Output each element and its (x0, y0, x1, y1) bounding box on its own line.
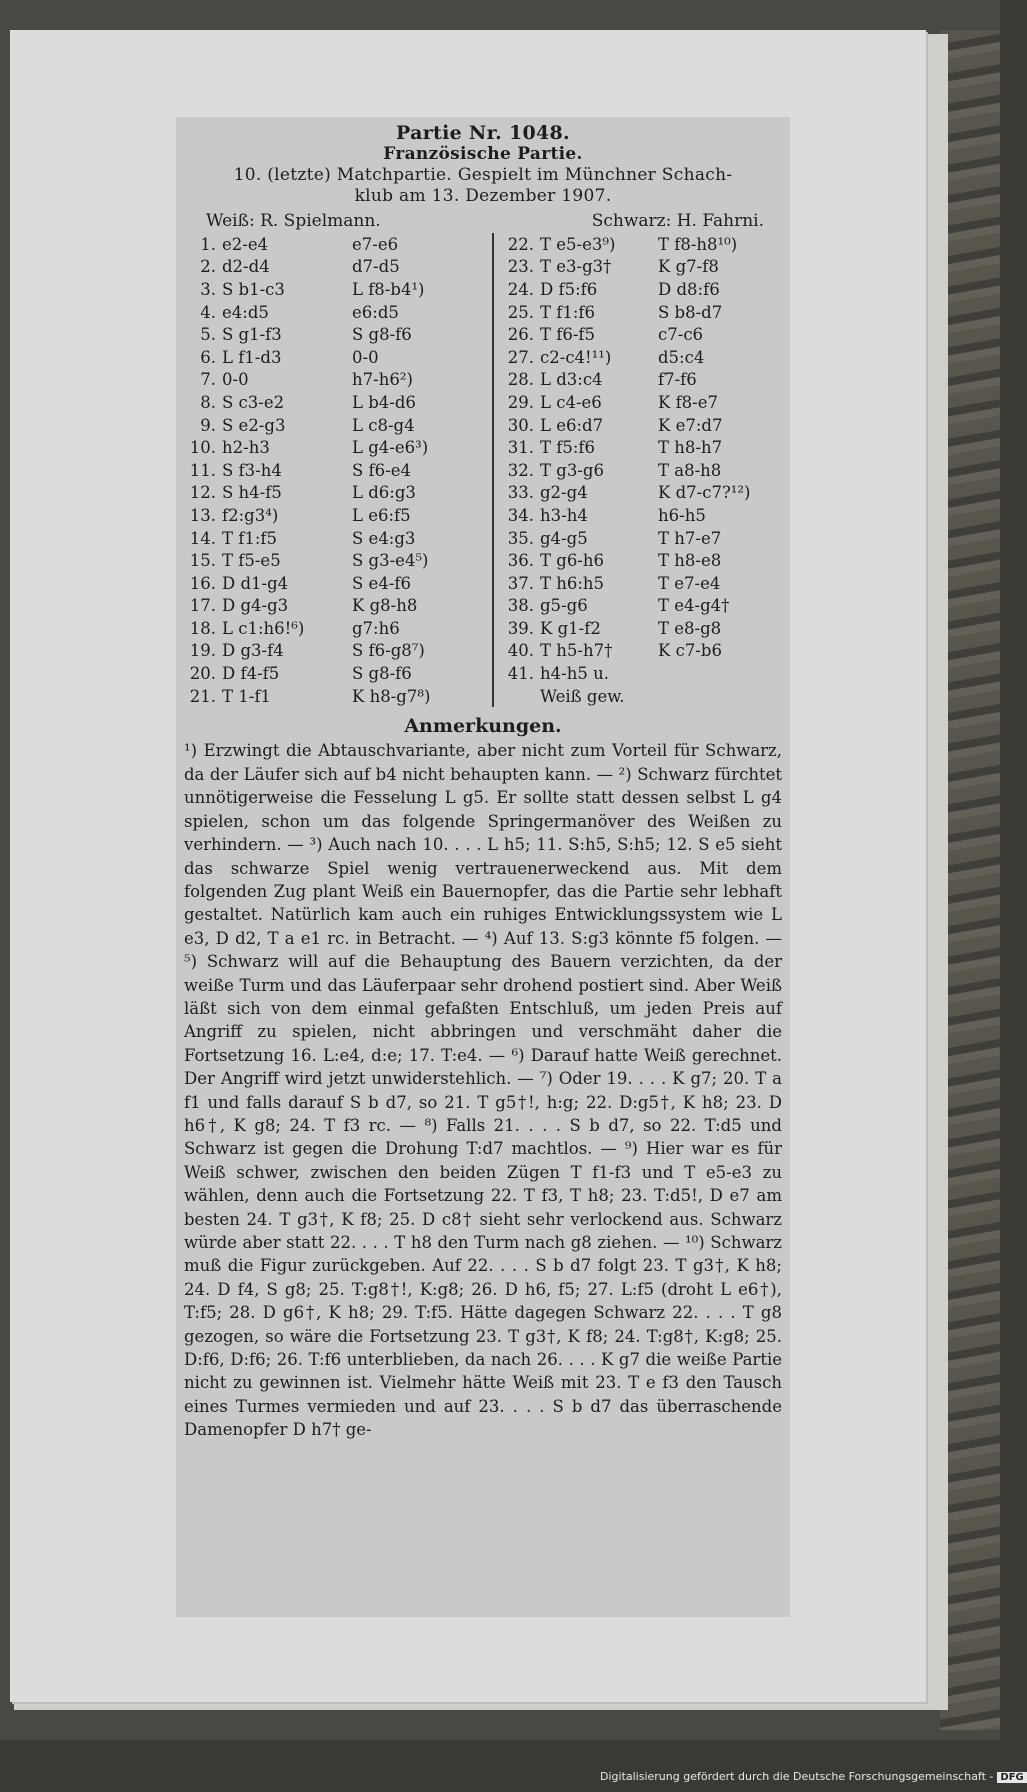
move-number: 3. (200, 279, 216, 299)
move-row (176, 662, 492, 685)
black-move: L e6:f5 (352, 505, 411, 525)
move-row (494, 369, 790, 392)
black-move: T h8-h7 (658, 438, 723, 458)
white-move: L d3:c4 (540, 370, 603, 390)
white-move: T e3-g3† (540, 257, 612, 277)
move-number: 37. (507, 573, 534, 593)
move-row (494, 256, 790, 279)
move-number: 10. (189, 438, 216, 458)
move-number: 25. (507, 302, 534, 322)
white-move: T h5-h7† (540, 641, 613, 661)
black-move: S f6-g8⁷) (352, 641, 425, 661)
white-move: T f5-e5 (222, 551, 281, 571)
move-row (494, 640, 790, 663)
players-row (176, 207, 790, 231)
move-row (494, 391, 790, 414)
move-number: 8. (200, 392, 216, 412)
move-row (494, 323, 790, 346)
white-move: T e5-e3⁹) (540, 234, 616, 254)
white-move: d2-d4 (222, 257, 270, 277)
move-number: 7. (200, 370, 216, 390)
white-move: c2-c4!¹¹) (540, 347, 612, 367)
move-row (176, 459, 492, 482)
move-number: 21. (189, 686, 216, 706)
move-number: 39. (507, 618, 534, 638)
move-number: 29. (507, 392, 534, 412)
moves-right-column (494, 233, 790, 707)
move-row (176, 369, 492, 392)
move-number: 32. (507, 460, 534, 480)
black-move: S b8-d7 (658, 302, 723, 322)
move-row (494, 527, 790, 550)
white-move: h4-h5 u. (540, 664, 609, 684)
white-move: L f1-d3 (222, 347, 282, 367)
black-move: K e7:d7 (658, 415, 723, 435)
white-move: 0-0 (222, 370, 249, 390)
newspaper-clipping (176, 117, 790, 1617)
white-move: S c3-e2 (222, 392, 285, 412)
black-move: K c7-b6 (658, 641, 722, 661)
move-row (494, 414, 790, 437)
black-move: S e4:g3 (352, 528, 416, 548)
move-number: 16. (189, 573, 216, 593)
move-row (494, 278, 790, 301)
white-move: Weiß gew. (540, 686, 625, 706)
move-row (176, 323, 492, 346)
white-move: f2:g3⁴) (222, 505, 279, 525)
notes-title: Anmerkungen. (404, 715, 562, 738)
move-number: 11. (189, 460, 216, 480)
black-move: T f8-h8¹⁰) (658, 234, 738, 254)
game-title: Partie Nr. 1048. (396, 122, 570, 144)
black-move: g7:h6 (352, 618, 400, 638)
move-number: 23. (507, 257, 534, 277)
move-row (176, 482, 492, 505)
white-move: T g6-h6 (540, 551, 605, 571)
move-number: 4. (200, 302, 216, 322)
white-move: D f5:f6 (540, 279, 598, 299)
black-move: h6-h5 (658, 505, 706, 525)
move-row (176, 414, 492, 437)
move-number: 19. (189, 641, 216, 661)
white-move: T f5:f6 (540, 438, 596, 458)
black-move: d7-d5 (352, 257, 400, 277)
move-number: 24. (507, 279, 534, 299)
white-move: T f6-f5 (540, 325, 596, 345)
black-move: e7-e6 (352, 234, 399, 254)
black-move: S g3-e4⁵) (352, 551, 429, 571)
white-player: Weiß: R. Spielmann. (206, 211, 381, 231)
black-move: e6:d5 (352, 302, 399, 322)
white-move: g4-g5 (540, 528, 588, 548)
black-move: K d7-c7?¹²) (658, 483, 751, 503)
move-row (176, 391, 492, 414)
black-move: T a8-h8 (658, 460, 722, 480)
white-move: h2-h3 (222, 438, 270, 458)
move-number: 20. (189, 664, 216, 684)
move-row (494, 617, 790, 640)
move-number: 41. (507, 664, 534, 684)
white-move: S h4-f5 (222, 483, 282, 503)
white-move: D g4-g3 (222, 596, 289, 616)
black-move: T h7-e7 (658, 528, 722, 548)
black-move: K g8-h8 (352, 596, 418, 616)
white-move: L e6:d7 (540, 415, 604, 435)
black-move: L c8-g4 (352, 415, 415, 435)
move-row (176, 233, 492, 256)
move-row (494, 482, 790, 505)
move-number: 14. (189, 528, 216, 548)
white-move: e2-e4 (222, 234, 269, 254)
move-number: 22. (507, 234, 534, 254)
move-row (494, 504, 790, 527)
white-move: L c4-e6 (540, 392, 602, 412)
move-number: 27. (507, 347, 534, 367)
black-move: L b4-d6 (352, 392, 416, 412)
cover-edge (940, 30, 1000, 1730)
move-number: 9. (200, 415, 216, 435)
black-move: h7-h6²) (352, 370, 413, 390)
black-move: d5:c4 (658, 347, 705, 367)
move-number: 26. (507, 325, 534, 345)
moves-left-column (176, 233, 494, 707)
move-row (494, 346, 790, 369)
black-move: K g7-f8 (658, 257, 719, 277)
move-row (176, 640, 492, 663)
move-row (494, 549, 790, 572)
move-row (494, 595, 790, 618)
move-number: 31. (507, 438, 534, 458)
move-number: 40. (507, 641, 534, 661)
game-header (176, 123, 790, 207)
move-row (176, 617, 492, 640)
black-move: T e8-g8 (658, 618, 722, 638)
move-row (494, 233, 790, 256)
move-row (176, 504, 492, 527)
move-number: 13. (189, 505, 216, 525)
move-row (176, 256, 492, 279)
move-number: 38. (507, 596, 534, 616)
white-move: T g3-g6 (540, 460, 604, 480)
black-move: S f6-e4 (352, 460, 411, 480)
move-table (176, 233, 790, 707)
move-row (176, 549, 492, 572)
move-row (494, 459, 790, 482)
dfg-logo: DFG (997, 1772, 1026, 1783)
move-number: 35. (507, 528, 534, 548)
white-move: T f1:f6 (540, 302, 596, 322)
move-number: 15. (189, 551, 216, 571)
black-move: D d8:f6 (658, 279, 720, 299)
black-player: Schwarz: H. Fahrni. (591, 211, 764, 231)
white-move: h3-h4 (540, 505, 588, 525)
white-move: T f1:f5 (222, 528, 278, 548)
black-move: S e4-f6 (352, 573, 411, 593)
white-move: S g1-f3 (222, 325, 282, 345)
move-number: 34. (507, 505, 534, 525)
digitization-footer (600, 1770, 1024, 1783)
black-move: S g8-f6 (352, 664, 412, 684)
black-move: c7-c6 (658, 325, 704, 345)
black-move: L f8-b4¹) (352, 279, 425, 299)
black-move: L g4-e6³) (352, 438, 429, 458)
move-row (494, 662, 790, 685)
move-row (176, 595, 492, 618)
move-number: 1. (200, 234, 216, 254)
black-move: f7-f6 (658, 370, 697, 390)
black-move: S g8-f6 (352, 325, 412, 345)
move-number: 2. (200, 257, 216, 277)
move-row (494, 436, 790, 459)
white-move: S b1-c3 (222, 279, 285, 299)
move-row (176, 278, 492, 301)
game-info-line-1: 10. (letzte) Matchpartie. Gespielt im Münchner Schach- (233, 165, 733, 185)
move-row (176, 301, 492, 324)
footer-text: Digitalisierung gefördert durch die Deutsche Forschungsgemeinschaft - (600, 1770, 994, 1783)
move-row (494, 685, 790, 708)
white-move: g5-g6 (540, 596, 588, 616)
white-move: T 1-f1 (222, 686, 271, 706)
white-move: S e2-g3 (222, 415, 286, 435)
move-number: 33. (507, 483, 534, 503)
black-move: K f8-e7 (658, 392, 719, 412)
white-move: D d1-g4 (222, 573, 289, 593)
notes-text: ¹) Erzwingt die Abtauschvariante, aber nicht zum Vorteil für Schwarz, da der Läufer sich auf b4 nicht behaupten kann. — ²) Schwarz fürchtet unnötigerweise die Fesselung L g5. Er sollte statt dessen selbst L g4 spielen, schon um das folgende Springermanöver des Weißen zu verhindern. — ³) Auch nach 10. . . . L h5; 11. S:h5, S:h5; 12. S e5 sieht das schwarze Spiel wenig vertrauenerweckend aus. Mit dem folgenden Zug plant Weiß ein Bauernopfer, das die Partie sehr lebhaft gestaltet. Natürlich kam auch ein ruhiges Entwicklungssystem wie L e3, D d2, T a e1 rc. in Betracht. — ⁴) Auf 13. S:g3 könnte f5 folgen. — ⁵) Schwarz will auf die Behauptung des Bauern verzichten, da der weiße Turm und das Läuferpaar sehr drohend postiert sind. Aber Weiß läßt sich von dem einmal gefaßten Entschluß, um jeden Preis auf Angriff zu spielen, nicht abbringen und verschmäht daher die Fortsetzung 16. L:e4, d:e; 17. T:e4. — ⁶) Darauf hatte Weiß gerechnet. Der Angriff wird jetzt unwiderstehlich. — ⁷) Oder 19. . . . K g7; 20. T a f1 und falls darauf S b d7, so 21. T g5†!, h:g; 22. D:g5†, K h8; 23. D h6†, K g8; 24. T f3 rc. — ⁸) Falls 21. . . . S b d7, so 22. T:d5 und Schwarz ist gegen die Drohung T:d7 machtlos. — ⁹) Hier war es für Weiß schwer, zwischen den beiden Zügen T f1-f3 und T e5-e3 zu wählen, denn auch die Fortsetzung 22. T f3, T h8; 23. T:d5!, D e7 am besten 24. T g3†, K f8; 25. D c8† sieht sehr verlockend aus. Schwarz würde aber statt 22. . . . T h8 den Turm nach g8 ziehen. — ¹⁰) Schwarz muß die Figur zurückgeben. Auf 22. . . . S b d7 folgt 23. T g3†, K h8; 24. D f4, S g8; 25. T:g8†!, K:g8; 26. D h6, f5; 27. L:f5 (droht L e6†), T:f5; 28. D g6†, K h8; 29. T:f5. Hätte dagegen Schwarz 22. . . . T g8 gezogen, so wäre die Fortsetzung 23. T g3†, K f8; 24. T:g8†, K:g8; 25. D:f6, D:f6; 26. T:f6 unterblieben, da nach 26. . . . K g7 die weiße Partie nicht zu gewinnen ist. Vielmehr hätte Weiß mit 23. T e f3 den Tausch eines Turmes vermieden und auf 23. . . . S b d7 das überraschende Damenopfer D h7† ge- (184, 741, 782, 1440)
move-row (494, 572, 790, 595)
move-row (176, 346, 492, 369)
move-number: 6. (200, 347, 216, 367)
white-move: D g3-f4 (222, 641, 284, 661)
white-move: e4:d5 (222, 302, 269, 322)
move-number: 12. (189, 483, 216, 503)
move-row (176, 685, 492, 708)
game-info-line-2: klub am 13. Dezember 1907. (354, 186, 612, 206)
move-number: 36. (507, 551, 534, 571)
move-row (494, 301, 790, 324)
move-number: 28. (507, 370, 534, 390)
white-move: K g1-f2 (540, 618, 601, 638)
white-move: D f4-f5 (222, 664, 280, 684)
black-move: T e7-e4 (658, 573, 721, 593)
black-move: K h8-g7⁸) (352, 686, 431, 706)
move-number: 17. (189, 596, 216, 616)
white-move: S f3-h4 (222, 460, 282, 480)
black-move: 0-0 (352, 347, 379, 367)
move-number: 30. (507, 415, 534, 435)
black-move: T h8-e8 (658, 551, 722, 571)
black-move: L d6:g3 (352, 483, 416, 503)
move-row (176, 527, 492, 550)
white-move: T h6:h5 (540, 573, 605, 593)
move-row (176, 436, 492, 459)
black-move: T e4-g4† (658, 596, 730, 616)
white-move: g2-g4 (540, 483, 588, 503)
move-number: 18. (189, 618, 216, 638)
move-number: 5. (200, 325, 216, 345)
move-row (176, 572, 492, 595)
opening-name: Französische Partie. (383, 144, 583, 164)
white-move: L c1:h6!⁶) (222, 618, 305, 638)
